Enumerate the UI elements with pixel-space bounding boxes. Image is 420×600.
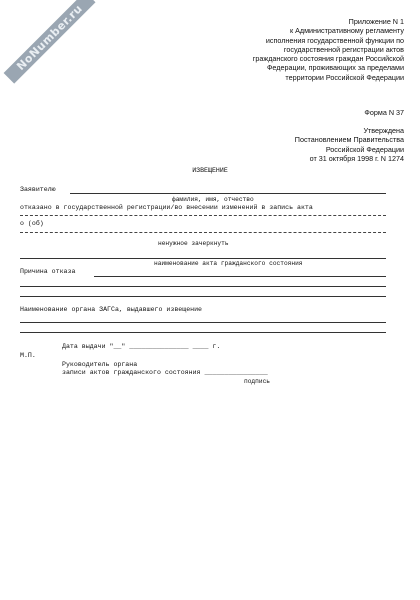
reason-label: Причина отказа [20, 268, 76, 275]
stamp-label: М.П. [20, 352, 36, 359]
about-label: о (об) [20, 220, 44, 227]
appendix-line: территории Российской Федерации [285, 72, 404, 82]
appendix-line: к Административному регламенту [289, 26, 404, 36]
signature-hint: подпись [244, 378, 270, 385]
approval-block [204, 126, 404, 163]
registry-label: Наименование органа ЗАГСа, выдавшего извещение [20, 306, 203, 313]
appendix-line: гражданского состояния граждан Российской [252, 54, 404, 64]
document-title: ИЗВЕЩЕНИЕ [192, 167, 228, 174]
appendix-line: Приложение N 1 [348, 17, 404, 26]
reason-field-line3[interactable] [20, 296, 386, 297]
refusal-dash-line [20, 215, 386, 216]
watermark: NoNumber.ru [4, 0, 96, 84]
refusal-text: отказано в государственной регистрации/во внесении изменений в запись акта [20, 204, 313, 211]
approval-line: Российской Федерации [325, 144, 404, 154]
appendix-block [204, 17, 404, 82]
applicant-hint: фамилия, имя, отчество [172, 196, 254, 203]
applicant-label: Заявителю [20, 186, 56, 193]
approval-line: Утверждена [363, 126, 404, 135]
strike-hint: ненужное зачеркнуть [158, 240, 229, 247]
reason-field-line2[interactable] [20, 286, 386, 287]
registry-field-line2[interactable] [20, 332, 386, 333]
about-dash-line[interactable] [20, 232, 386, 233]
registry-field[interactable] [20, 322, 386, 323]
head-signature-field[interactable]: записи актов гражданского состояния ________________ [62, 369, 268, 376]
reason-field[interactable] [94, 276, 386, 277]
approval-line: от 31 октября 1998 г. N 1274 [309, 153, 404, 163]
act-name-field[interactable] [20, 258, 386, 259]
act-name-hint: наименование акта гражданского состояния [154, 260, 303, 267]
applicant-field[interactable] [70, 193, 386, 194]
appendix-line: государственной регистрации актов [283, 44, 404, 54]
appendix-line: исполнения государственной функции по [265, 35, 404, 45]
approval-line: Постановлением Правительства [294, 135, 404, 145]
form-number: Форма N 37 [364, 108, 404, 117]
head-label-line1: Руководитель органа [62, 361, 138, 368]
appendix-line: Федерации, проживающих за пределами [266, 63, 404, 73]
issue-date-field[interactable]: Дата выдачи "__" _______________ ____ г. [62, 343, 221, 350]
